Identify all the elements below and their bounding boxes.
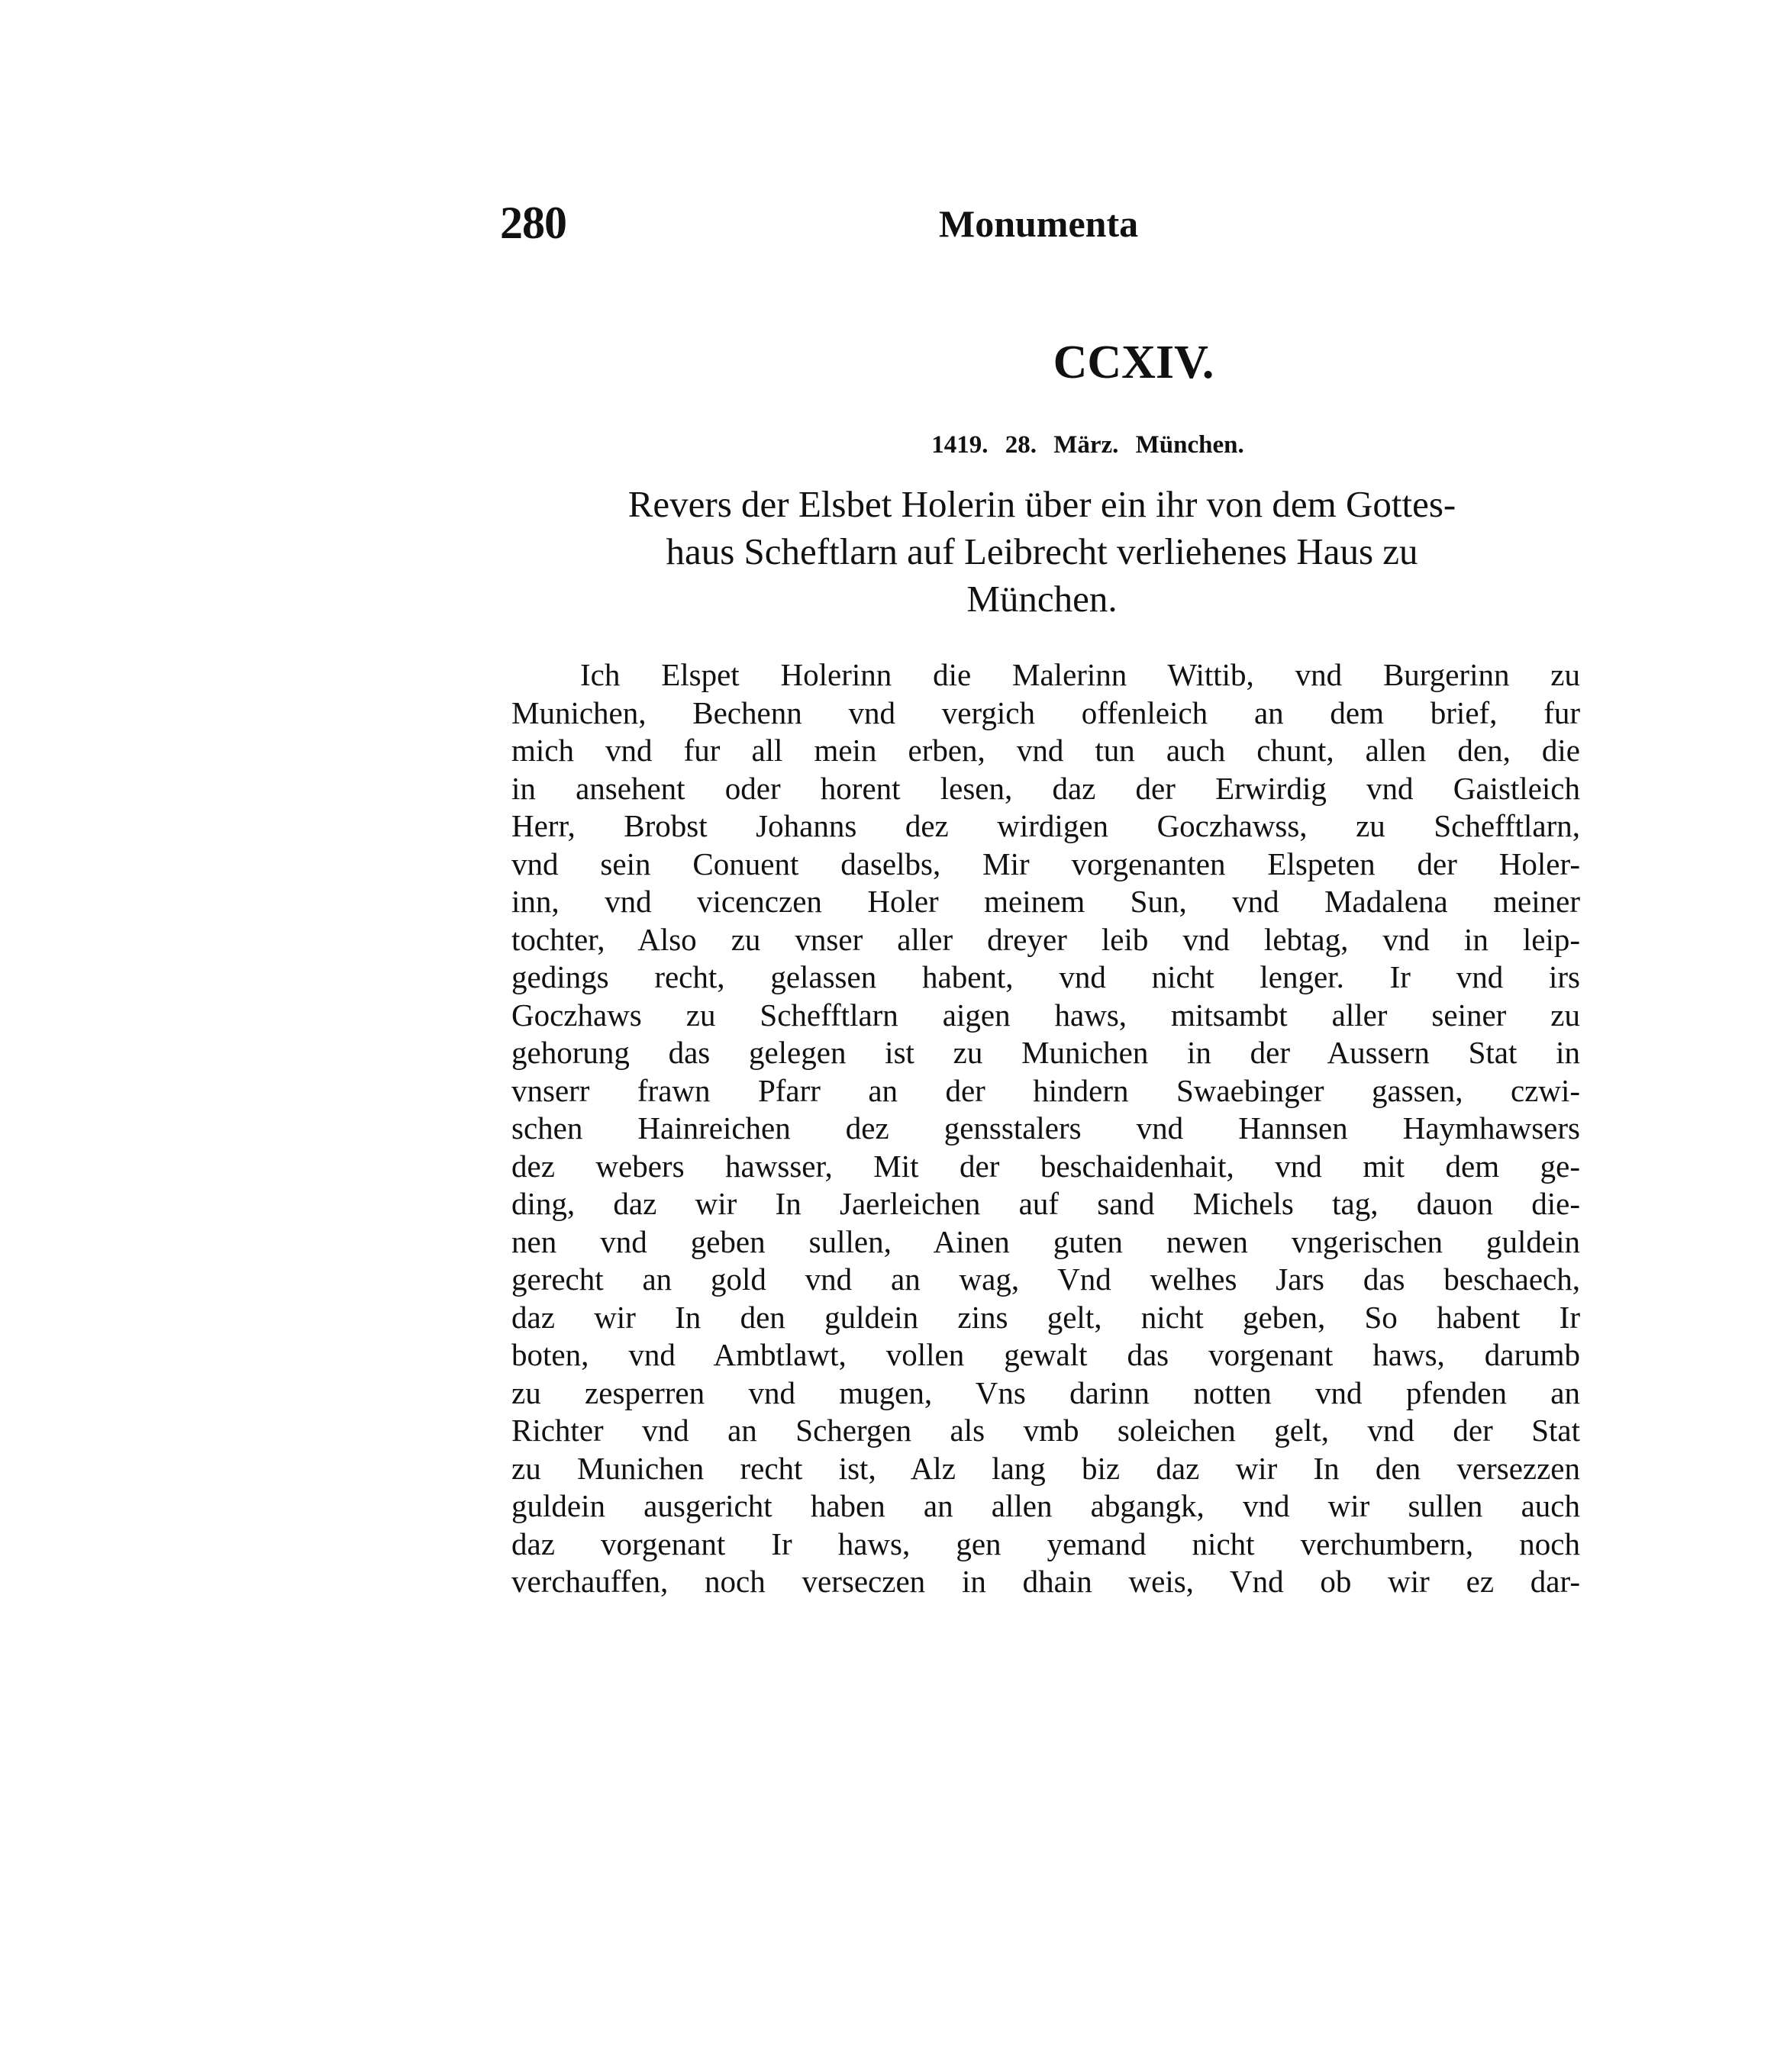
body-line: Richter vnd an Schergen als vmb soleichen gelt, vnd der Stat — [511, 1413, 1580, 1448]
body-line: gedings recht, gelassen habent, vnd nicht lenger. Ir vnd irs — [511, 959, 1580, 994]
body-line: verchauffen, noch verseczen in dhain weis, Vnd ob wir ez dar- — [511, 1564, 1580, 1599]
body-line: zu Munichen recht ist, Alz lang biz daz wir In den versezzen — [511, 1450, 1580, 1486]
page-header — [500, 197, 1584, 250]
body-line: zu zesperren vnd mugen, Vns darinn notten vnd pfenden an — [511, 1374, 1580, 1410]
document-body — [511, 656, 1580, 1601]
body-line: vnd sein Conuent daselbs, Mir vorgenanten Elspeten der Holer- — [511, 846, 1580, 881]
body-line: schen Hainreichen dez gensstalers vnd Hannsen Haymhawsers — [511, 1110, 1580, 1146]
body-line: dez webers hawsser, Mit der beschaidenhait, vnd mit dem ge- — [511, 1148, 1580, 1184]
body-line: Herr, Brobst Johanns dez wirdigen Goczhawss, zu Schefftlarn, — [511, 808, 1580, 843]
body-line: tochter, Also zu vnser aller dreyer leib vnd lebtag, vnd in leip- — [511, 921, 1580, 957]
body-line: nen vnd geben sullen, Ainen guten newen vngerischen guldein — [511, 1223, 1580, 1259]
body-line: vnserr frawn Pfarr an der hindern Swaebinger gassen, czwi- — [511, 1072, 1580, 1108]
body-line: Ich Elspet Holerinn die Malerinn Wittib, vnd Burgerinn zu — [580, 657, 1580, 692]
title-line: München. — [966, 578, 1118, 620]
body-line: inn, vnd vicenczen Holer meinem Sun, vnd Madalena meiner — [511, 884, 1580, 919]
document-title — [500, 481, 1584, 623]
body-line: daz wir In den guldein zins gelt, nicht geben, So habent Ir — [511, 1299, 1580, 1335]
body-line: Goczhaws zu Schefftlarn aigen haws, mitsambt aller seiner zu — [511, 997, 1580, 1033]
body-line: boten, vnd Ambtlawt, vollen gewalt das vorgenant haws, darumb — [511, 1337, 1580, 1372]
document-number: CCXIV. — [1053, 337, 1214, 388]
document-dateline: 1419. 28. März. München. — [931, 431, 1244, 459]
page-number: 280 — [500, 198, 566, 248]
body-line: daz vorgenant Ir haws, gen yemand nicht verchumbern, noch — [511, 1526, 1580, 1561]
body-line: in ansehent oder horent lesen, daz der Erwirdig vnd Gaistleich — [511, 770, 1580, 806]
body-line: gerecht an gold vnd an wag, Vnd welhes Jars das beschaech, — [511, 1262, 1580, 1297]
body-line: mich vnd fur all mein erben, vnd tun auch chunt, allen den, die — [511, 733, 1580, 768]
body-line: gehorung das gelegen ist zu Munichen in der Aussern Stat in — [511, 1035, 1580, 1070]
body-line: guldein ausgericht haben an allen abgangk, vnd wir sullen auch — [511, 1488, 1580, 1523]
body-line: Munichen, Bechenn vnd vergich offenleich an dem brief, fur — [511, 694, 1580, 730]
running-title: Monumenta — [939, 202, 1139, 245]
title-line: Revers der Elsbet Holerin über ein ihr von dem Gottes- — [627, 483, 1456, 525]
body-line: ding, daz wir In Jaerleichen auf sand Michels tag, dauon die- — [511, 1186, 1580, 1221]
title-line: haus Scheftlarn auf Leibrecht verliehenes Haus zu — [666, 530, 1418, 572]
